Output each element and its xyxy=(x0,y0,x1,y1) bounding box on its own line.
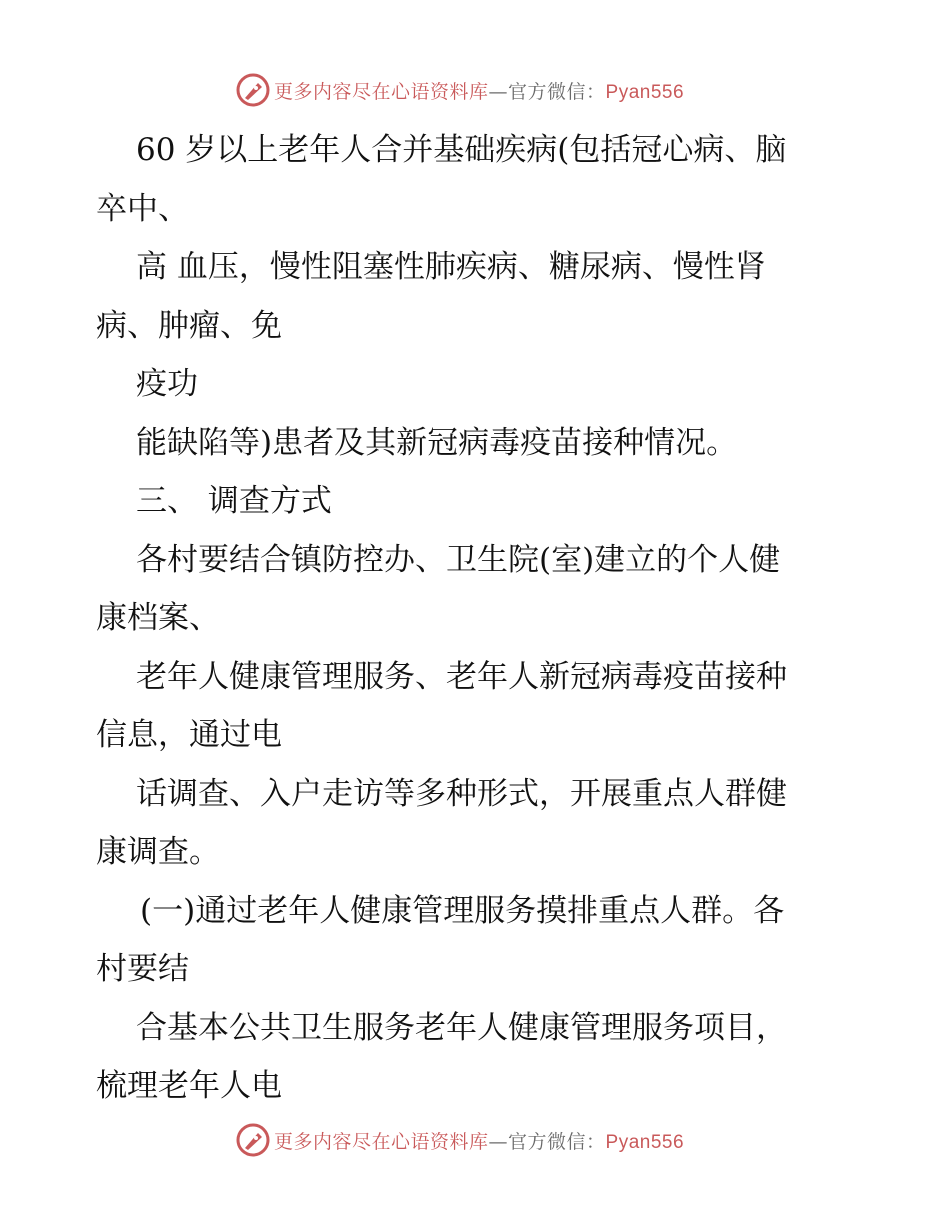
text-line: 60 岁以上老年人合并基础疾病(包括冠心病、脑 xyxy=(136,132,787,168)
watermark-text xyxy=(274,1127,684,1154)
text-line: 康调查。 xyxy=(96,834,220,870)
text-line: 康档案、 xyxy=(96,600,220,636)
text-line: 村要结 xyxy=(96,951,189,987)
text-line: 疫功 xyxy=(136,366,198,402)
watermark-id: Pyan556 xyxy=(605,81,685,103)
watermark-sep: —官方微信： xyxy=(488,80,606,103)
text-line: 信息，通过电 xyxy=(96,717,282,753)
text-line: 各村要结合镇防控办、卫生院(室)建立的个人健 xyxy=(136,541,781,578)
watermark-main: 更多内容尽在心语资料库 xyxy=(274,80,489,103)
text-line: 卒中、 xyxy=(96,190,189,227)
body-text xyxy=(96,121,876,1116)
text-line: 合基本公共卫生服务老年人健康管理服务项目， xyxy=(136,1009,787,1046)
subsection-heading: (一)通过老年人健康管理服务摸排重点人群。各 xyxy=(140,892,785,929)
text-line: 能缺陷等)患者及其新冠病毒疫苗接种情况。 xyxy=(136,424,738,461)
pen-nib-logo-icon xyxy=(236,73,270,107)
watermark-banner-bottom xyxy=(236,1122,684,1158)
pen-nib-logo-icon xyxy=(236,1123,270,1157)
watermark-id: Pyan556 xyxy=(605,1131,685,1153)
section-heading: 三、 调查方式 xyxy=(136,483,332,519)
text-line: 高 血压，慢性阻塞性肺疾病、糖尿病、慢性肾 xyxy=(136,249,766,285)
text-line: 话调查、入户走访等多种形式，开展重点人群健 xyxy=(136,775,787,812)
text-line: 梳理老年人电 xyxy=(96,1068,282,1104)
watermark-main: 更多内容尽在心语资料库 xyxy=(274,1130,489,1153)
watermark-banner-top xyxy=(236,72,684,108)
watermark-sep: —官方微信： xyxy=(488,1130,606,1153)
watermark-text xyxy=(274,77,684,104)
text-line: 病、肿瘤、免 xyxy=(96,307,282,344)
text-line: 老年人健康管理服务、老年人新冠病毒疫苗接种 xyxy=(136,658,787,695)
